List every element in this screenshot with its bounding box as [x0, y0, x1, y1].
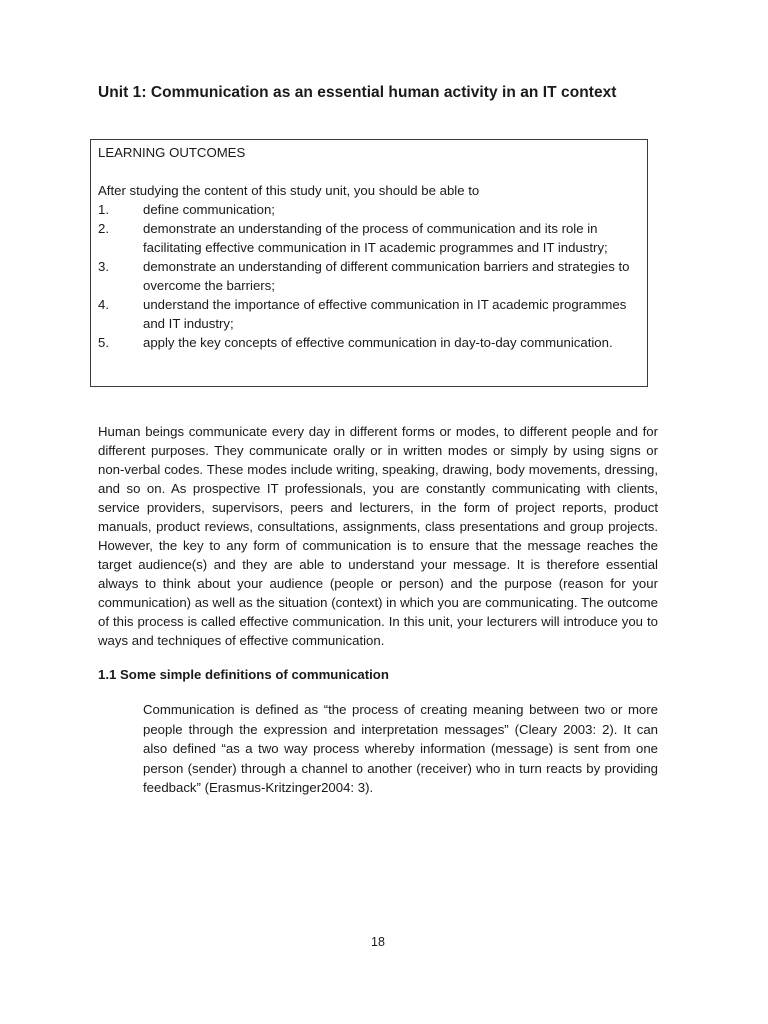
unit-title: Unit 1: Communication as an essential human activity in an IT context: [98, 84, 617, 101]
learning-outcome-item: [98, 219, 638, 257]
outcome-number: 3.: [98, 259, 109, 274]
learning-outcome-item: [98, 200, 638, 219]
outcome-number: 4.: [98, 297, 109, 312]
outcome-number: 5.: [98, 335, 109, 350]
intro-paragraph: Human beings communicate every day in different forms or modes, to different people and for different purposes. They communicate orally or in written modes or simply by using signs or non-verbal codes. These modes include writing, speaking, drawing, body movements, dressing, and so on. As prospective IT professionals, you are constantly communicating with clients, service providers, supervisors, peers and lecturers, in the form of project reports, product manuals, product reviews, consultations, assignments, class presentations and group projects. However, the key to any form of communication is to ensure that the message reaches the target audience(s) and they are able to understand your message. It is therefore essential always to think about your audience (people or person) and the purpose (reason for your communication) as well as the situation (context) in which you are communicating. The outcome of this process is called effective communication. In this unit, your lecturers will introduce you to ways and techniques of effective communication.: [98, 424, 658, 648]
page-number: 18: [371, 935, 385, 949]
outcome-text: define communication;: [143, 202, 275, 217]
learning-outcome-item: [98, 295, 638, 333]
outcome-text: demonstrate an understanding of different communication barriers and strategies to overcome the barriers;: [143, 259, 630, 293]
outcome-text: understand the importance of effective communication in IT academic programmes and IT industry;: [143, 297, 627, 331]
section-heading: 1.1 Some simple definitions of communication: [98, 667, 389, 682]
outcome-text: apply the key concepts of effective communication in day-to-day communication.: [143, 335, 613, 350]
outcome-number: 2.: [98, 221, 109, 236]
learning-outcome-item: [98, 333, 638, 352]
learning-outcomes-box: [90, 139, 648, 387]
learning-outcome-item: [98, 257, 638, 295]
outcome-number: 1.: [98, 202, 109, 217]
outcome-text: demonstrate an understanding of the process of communication and its role in facilitating effective communication in IT academic programmes and IT industry;: [143, 221, 608, 255]
learning-outcomes-heading: LEARNING OUTCOMES: [98, 145, 246, 160]
learning-outcomes-intro: After studying the content of this study unit, you should be able to: [98, 183, 480, 198]
definition-paragraph: Communication is defined as “the process of creating meaning between two or more people through the expression and interpretation messages” (Cleary 2003: 2). It can also defined “as a two way process whereby information (message) is sent from one person (sender) through a channel to another (receiver) who in turn reacts by providing feedback” (Erasmus-Kritzinger2004: 3).: [143, 702, 658, 795]
learning-outcomes-list: [98, 200, 638, 352]
